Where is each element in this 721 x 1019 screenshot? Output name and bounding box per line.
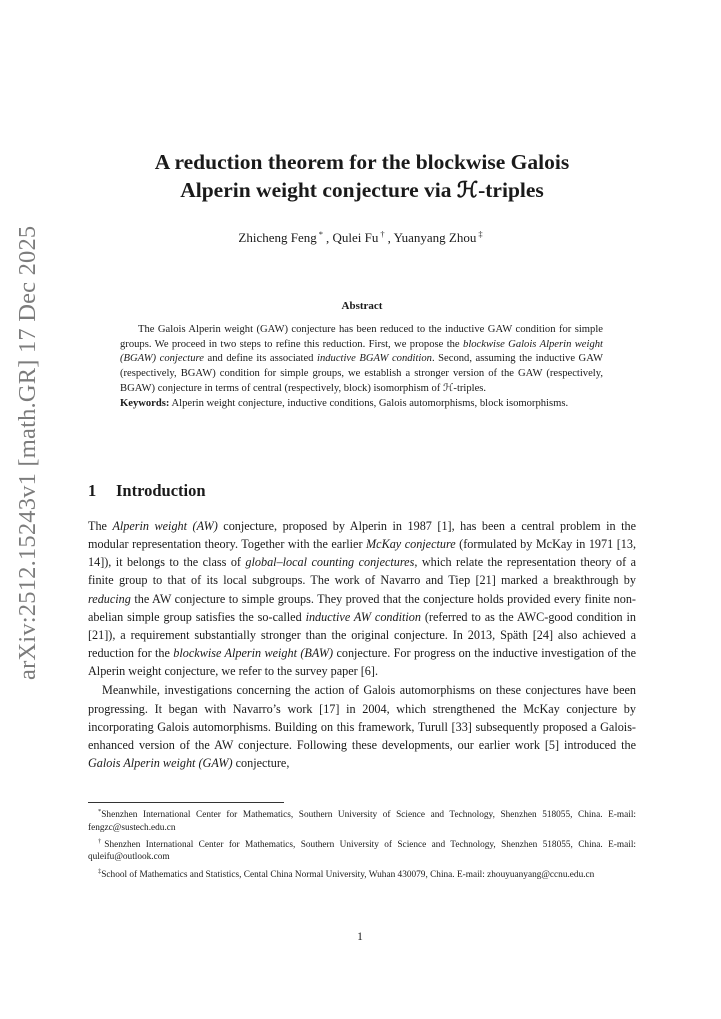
- author-list: Zhicheng Feng * , Qulei Fu † , Yuanyang Zhou ‡: [88, 229, 636, 246]
- text-run: conjecture,: [232, 756, 290, 771]
- abstract-body: [120, 323, 603, 411]
- text-run: conjecture, proposed by Alperin in 1987 [1], has been a central problem in the modular representation theory. Together with the earlier: [88, 519, 636, 552]
- author-footnote-mark: *: [318, 229, 323, 239]
- author-2: [333, 230, 388, 245]
- text-run: (referred to as the AWC-good condition in [21]), a requirement substantially stronger than the original conjecture. In 2013, Späth [24] also achieved a reduction for the: [88, 609, 636, 661]
- emphasis: Galois Alperin weight (GAW): [88, 756, 233, 771]
- abstract-text-run: and define its associated: [203, 353, 317, 365]
- title-line-2: Alperin weight conjecture via ℋ-triples: [180, 178, 544, 202]
- footnote-divider: [88, 802, 284, 803]
- footnote-text: School of Mathematics and Statistics, Cental China Normal University, Wuhan 430079, China. E-mail: zhouyuanyang@ccnu.edu.cn: [101, 869, 595, 880]
- footnote-mark: *: [98, 808, 102, 815]
- author-3: [394, 230, 486, 245]
- abstract-text-run: . Second, assuming the inductive GAW (respectively, BGAW) condition for simple groups, we establish a stronger version of the GAW (respectively, BGAW) conjecture in terms of central (respectively, block) isomorphism of ℋ-triples.: [120, 353, 604, 394]
- author-footnote-mark: †: [380, 229, 385, 239]
- footnotes: [88, 806, 636, 883]
- text-run: Meanwhile, investigations concerning the action of Galois automorphisms on these conjectures have been progressing. It began with Navarro’s work [17] in 2004, which strengthened the McKay conjecture by incorporating Galois automorphisms. Building on this framework, Turull [33] subsequently proposed a Galois-enhanced version of the AW conjecture. Following these developments, our earlier work [5] introduced the: [88, 683, 636, 752]
- footnote-mark: ‡: [98, 867, 102, 875]
- emphasis: global–local counting conjectures: [245, 555, 415, 570]
- text-run: , which relate the representation theory of a finite group to that of its local subgroups. The work of Navarro and Tiep [21] marked a breakthrough by: [88, 555, 636, 588]
- author-name: Qulei Fu: [332, 230, 379, 246]
- abstract-heading: Abstract: [341, 300, 383, 312]
- paragraph-2: [88, 681, 636, 772]
- emphasis: reducing: [88, 591, 131, 606]
- paper-title: [88, 148, 636, 204]
- paragraph-1: [88, 517, 636, 680]
- abstract-emphasis: inductive BGAW condition: [317, 353, 432, 365]
- footnote-text: Shenzhen International Center for Mathematics, Southern University of Science and Technology, Shenzhen 518055, China. E-mail: quleifu@outlook.com: [88, 839, 636, 863]
- emphasis: blockwise Alperin weight (BAW): [173, 646, 334, 661]
- text-run: The: [88, 519, 113, 533]
- title-line-1: A reduction theorem for the blockwise Galois: [154, 150, 570, 174]
- footnote-3: [88, 866, 636, 882]
- author-name: Zhicheng Feng: [238, 230, 317, 246]
- keywords: [120, 397, 603, 412]
- footnote-mark: †: [98, 837, 105, 845]
- footnote-1: [88, 806, 636, 834]
- emphasis: McKay conjecture: [366, 537, 456, 552]
- text-run: (formulated by McKay in 1971 [13, 14]), it belongs to the class of: [88, 537, 636, 570]
- abstract-emphasis: blockwise Galois Alperin weight (BGAW) conjecture: [120, 338, 603, 365]
- section-heading: [88, 481, 636, 501]
- author-footnote-mark: ‡: [478, 229, 483, 239]
- section-title: Introduction: [116, 481, 206, 500]
- author-name: Yuanyang Zhou: [393, 230, 477, 246]
- page-number: 1: [357, 931, 363, 943]
- footnote-text: Shenzhen International Center for Mathematics, Southern University of Science and Technology, Shenzhen 518055, China. E-mail: fengzc@sustech.edu.cn: [88, 810, 636, 833]
- text-run: conjecture. For progress on the inductive investigation of the Alperin weight conjecture, we refer to the survey paper [6].: [88, 646, 637, 679]
- author-1: [238, 230, 326, 245]
- emphasis: Alperin weight (AW): [112, 519, 218, 533]
- arxiv-identifier: arXiv:2512.15243v1 [math.GR] 17 Dec 2025: [14, 225, 41, 680]
- footnote-2: [88, 836, 636, 864]
- emphasis: inductive AW condition: [305, 609, 421, 624]
- abstract-text: [120, 323, 603, 397]
- abstract-text-run: The Galois Alperin weight (GAW) conjecture has been reduced to the inductive GAW condition for simple groups. We proceed in two steps to refine this reduction. First, we propose the: [120, 324, 603, 350]
- section-number: 1: [88, 481, 97, 500]
- keywords-list: Alperin weight conjecture, inductive conditions, Galois automorphisms, block isomorphisms.: [169, 397, 569, 409]
- keywords-label: Keywords:: [120, 397, 170, 409]
- body-text: [88, 517, 636, 772]
- text-run: the AW conjecture to simple groups. They proved that the conjecture holds provided every finite non-abelian simple group satisfies the so-called: [88, 591, 636, 624]
